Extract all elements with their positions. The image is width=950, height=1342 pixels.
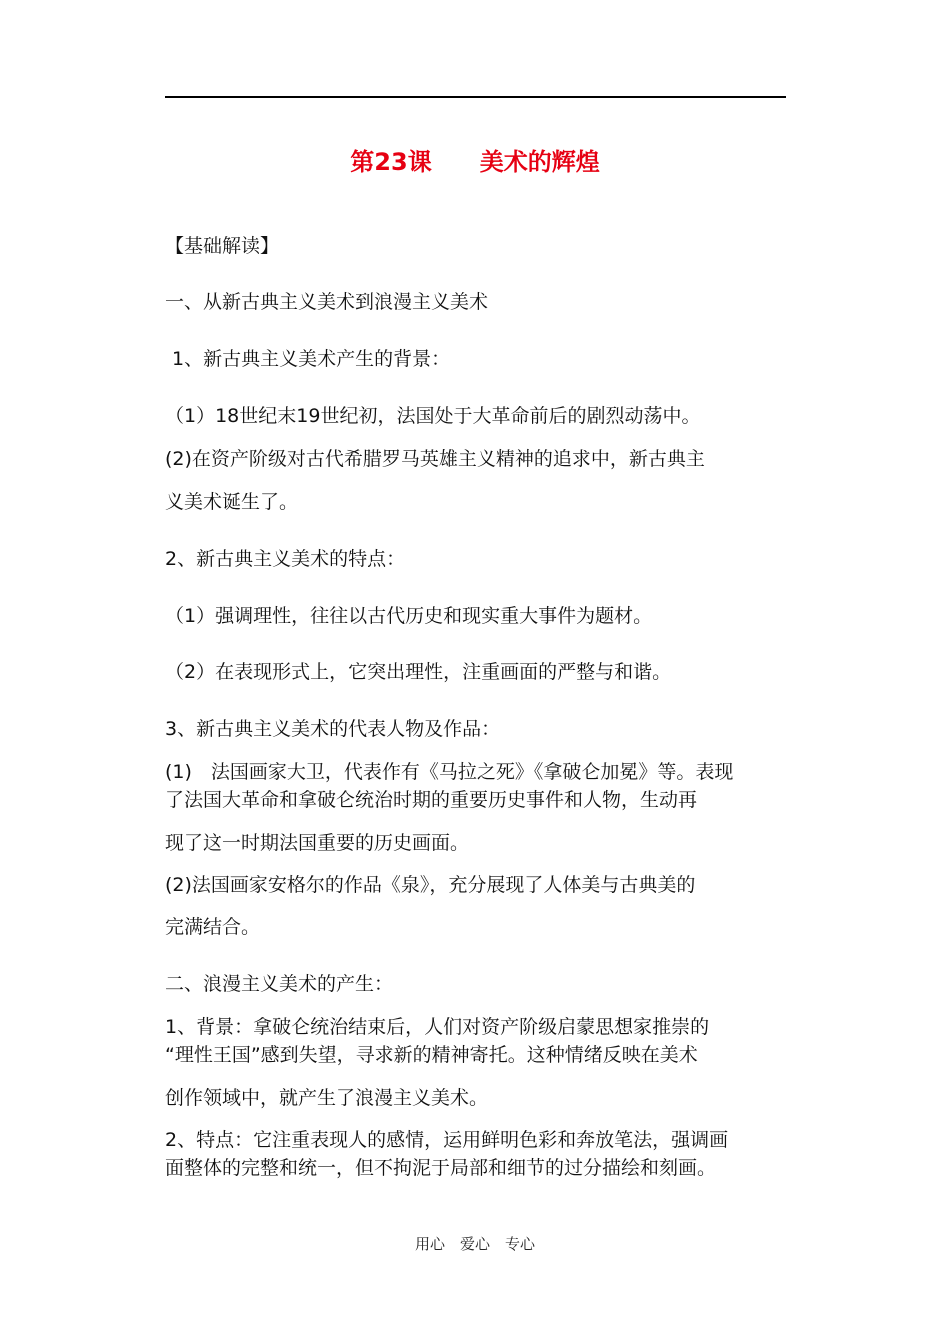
subheading-background: 1、新古典主义美术产生的背景： <box>172 348 451 370</box>
section-heading: 【基础解读】 <box>165 235 280 257</box>
paragraph-line: 2、特点：它注重表现人的感情，运用鲜明色彩和奔放笔法，强调画 <box>165 1129 729 1151</box>
section-two-heading: 二、浪漫主义美术的产生： <box>165 973 394 995</box>
paragraph-line: (2)法国画家安格尔的作品《泉》，充分展现了人体美与古典美的 <box>165 874 696 896</box>
paragraph-line: 义美术诞生了。 <box>165 491 299 513</box>
paragraph-line: （1）强调理性，往往以古代历史和现实重大事件为题材。 <box>165 605 653 627</box>
paragraph-line: 现了这一时期法国重要的历史画面。 <box>165 832 470 854</box>
paragraph-line: 完满结合。 <box>165 916 261 938</box>
paragraph-line: 了法国大革命和拿破仑统治时期的重要历史事件和人物，生动再 <box>165 789 698 811</box>
page-title: 第23课 美术的辉煌 <box>350 148 600 176</box>
paragraph-line: 1、背景：拿破仑统治结束后，人们对资产阶级启蒙思想家推崇的 <box>165 1016 710 1038</box>
paragraph-line: （2）在表现形式上，它突出理性，注重画面的严整与和谐。 <box>165 661 672 683</box>
subheading-features: 2、新古典主义美术的特点： <box>165 548 406 570</box>
paragraph-line: (2)在资产阶级对古代希腊罗马英雄主义精神的追求中，新古典主 <box>165 448 705 470</box>
header-rule <box>165 96 786 98</box>
paragraph-line: 面整体的完整和统一，但不拘泥于局部和细节的过分描绘和刻画。 <box>165 1157 717 1179</box>
paragraph-line: “理性王国”感到失望，寻求新的精神寄托。这种情绪反映在美术 <box>165 1044 698 1066</box>
paragraph-line: 创作领域中，就产生了浪漫主义美术。 <box>165 1087 489 1109</box>
section-one-heading: 一、从新古典主义美术到浪漫主义美术 <box>165 291 489 313</box>
paragraph-line: (1) 法国画家大卫，代表作有《马拉之死》《拿破仑加冕》等。表现 <box>165 761 734 783</box>
paragraph-line: （1）18世纪末19世纪初，法国处于大革命前后的剧烈动荡中。 <box>165 405 701 427</box>
page-footer: 用心 爱心 专心 <box>414 1235 535 1253</box>
subheading-representatives: 3、新古典主义美术的代表人物及作品： <box>165 718 501 740</box>
